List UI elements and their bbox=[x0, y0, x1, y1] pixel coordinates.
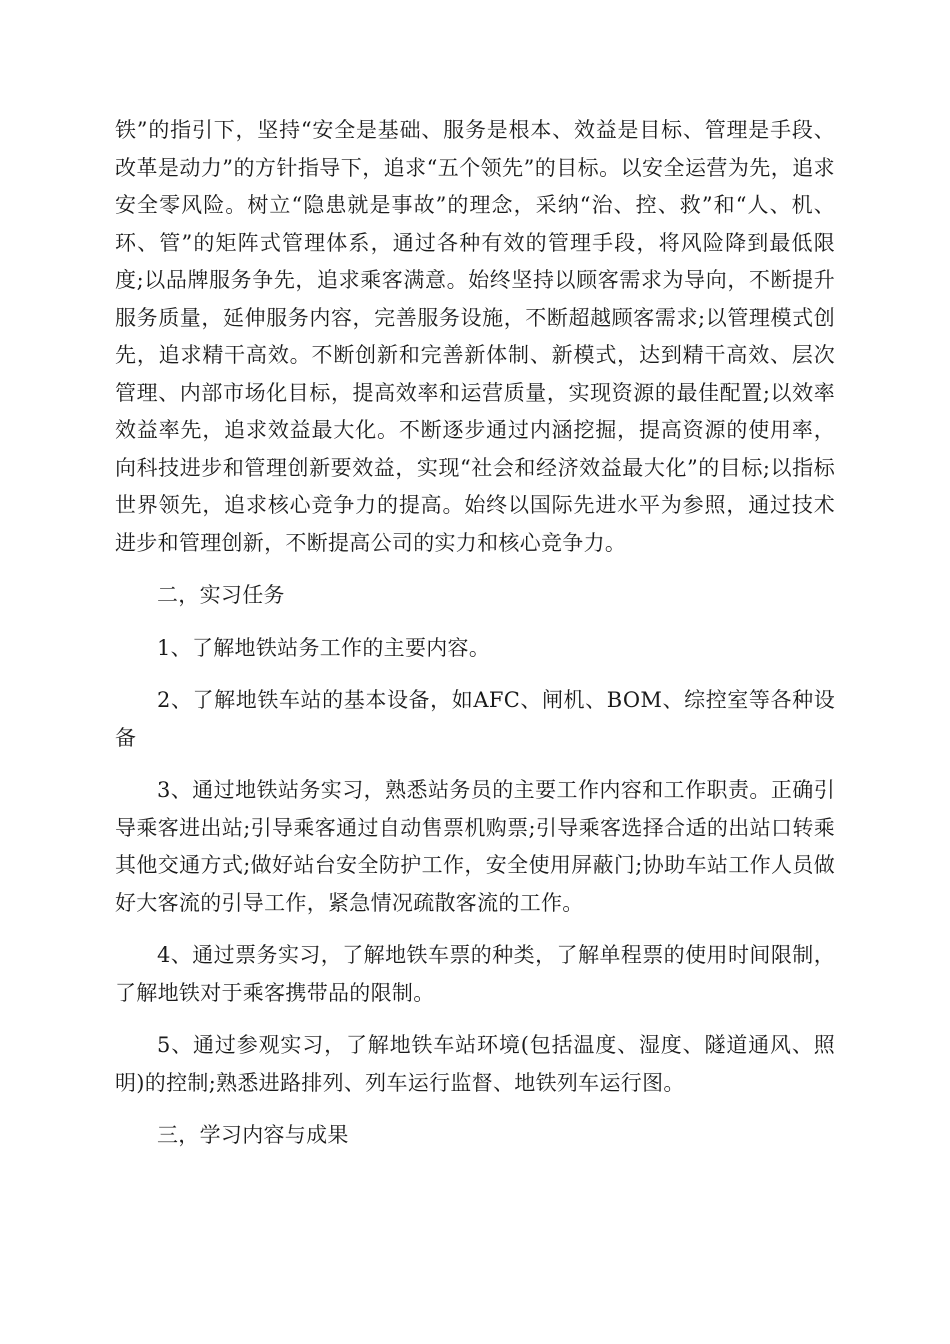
document-body bbox=[115, 112, 835, 1155]
section-heading-learning-outcomes: 三，学习内容与成果 bbox=[157, 1123, 349, 1147]
task-item-1: 1、了解地铁站务工作的主要内容。 bbox=[157, 635, 491, 660]
section-heading-internship-tasks: 二，实习任务 bbox=[157, 583, 285, 607]
task-item-2: 2、了解地铁车站的基本设备，如AFC、闸机、BOM、综控室等各种设备 bbox=[115, 688, 835, 750]
task-item-3: 3、通过地铁站务实习，熟悉站务员的主要工作内容和工作职责。正确引导乘客进出站;引导乘客通过自动售票机购票;引导乘客选择合适的出站口转乘其他交通方式;做好站台安全防护工作，安全使用屏蔽门;协助车站工作人员做好大客流的引导工作，紧急情况疏散客流的工作。 bbox=[115, 778, 835, 915]
paragraph-company-philosophy: 铁”的指引下，坚持“安全是基础、服务是根本、效益是目标、管理是手段、改革是动力”的方针指导下，追求“五个领先”的目标。以安全运营为先，追求安全零风险。树立“隐患就是事故”的理念，采纳“治、控、救”和“人、机、环、管”的矩阵式管理体系，通过各种有效的管理手段，将风险降到最低限度;以品牌服务争先，追求乘客满意。始终坚持以顾客需求为导向，不断提升服务质量，延伸服务内容，完善服务设施，不断超越顾客需求;以管理模式创先，追求精干高效。不断创新和完善新体制、新模式，达到精干高效、层次管理、内部市场化目标，提高效率和运营质量，实现资源的最佳配置;以效率效益率先，追求效益最大化。不断逐步通过内涵挖掘，提高资源的使用率，向科技进步和管理创新要效益，实现“社会和经济效益最大化”的目标;以指标世界领先，追求核心竞争力的提高。始终以国际先进水平为参照，通过技术进步和管理创新，不断提高公司的实力和核心竞争力。 bbox=[115, 118, 835, 555]
task-item-4: 4、通过票务实习，了解地铁车票的种类，了解单程票的使用时间限制，了解地铁对于乘客携带品的限制。 bbox=[115, 943, 835, 1005]
task-item-5: 5、通过参观实习，了解地铁车站环境(包括温度、湿度、隧道通风、照明)的控制;熟悉进路排列、列车运行监督、地铁列车运行图。 bbox=[115, 1033, 835, 1095]
